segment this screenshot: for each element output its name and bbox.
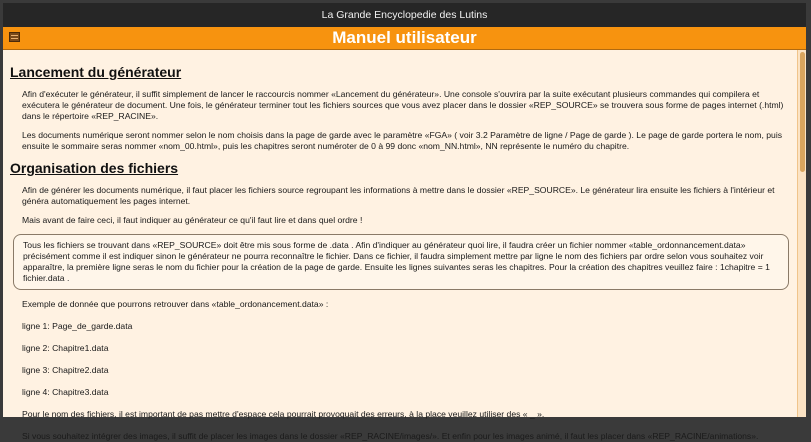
page-title: Manuel utilisateur	[332, 28, 477, 47]
example-line: ligne 3: Chapitre2.data	[22, 365, 109, 375]
app-window	[3, 3, 806, 441]
example-line: ligne 1: Page_de_garde.data	[22, 321, 133, 331]
example-line: ligne 4: Chapitre3.data	[22, 387, 109, 397]
menu-icon[interactable]	[9, 32, 20, 42]
info-box: Tous les fichiers se trouvant dans «REP_SOURCE» doit être mis sous forme de .data . Afin d'indiquer au générateur quoi lire, il faudra créer un fichier nommer «table_ordonnancement.data» précisément comme il est indiquer sinon le générateur ne pourra reconnaître le fichier. Dans ce fichier, il faudra simplement mettre par ligne le nom des fichiers par ordre selon vous souhaitez voir apparaître, la première ligne seras le nom du fichier pour la création de la page de garde. Ensuite les lignes suivantes seras les chapitres. Pour la création des chapitres veuillez faire : 1chapitre = 1 fichier.data .	[13, 234, 789, 290]
paragraph: Afin de générer les documents numérique, il faut placer les fichiers source regroupant les informations à mettre dans le dossier «REP_SOURCE». Le générateur lira ensuite les fichiers à l'intérieur et généra automatiquement les pages internet.	[22, 185, 775, 206]
paragraph: Les documents numérique seront nommer selon le nom choisis dans la page de garde avec le paramètre «FGA» ( voir 3.2 Paramètre de ligne / Page de garde ). Le page de garde portera le nom, puis ensuite le sommaire seras nommer «nom_00.html», puis les chapitres seront numéroter de 0 à 99 donc «nom_NN.html», NN représente le numéro du chapitre.	[22, 130, 783, 151]
example-line: ligne 2: Chapitre1.data	[22, 343, 109, 353]
paragraph: Si vous souhaitez intégrer des images, il suffit de placer les images dans le dossier «REP_RACINE/images/». Et enfin pour les images animé, il faut les placer dans «REP_RACINE/animations».	[22, 431, 759, 441]
main-content	[3, 50, 798, 441]
vertical-scrollbar[interactable]	[797, 50, 806, 417]
section-heading-organisation: Organisation des fichiers	[10, 160, 179, 176]
example-intro: Exemple de donnée que pourrons retrouver dans «table_ordonancement.data» :	[22, 299, 329, 309]
paragraph: Mais avant de faire ceci, il faut indiquer au générateur ce qu'il faut lire et dans quel ordre !	[22, 215, 363, 225]
page-header	[3, 27, 806, 50]
window-titlebar	[3, 3, 806, 27]
paragraph: Pour le nom des fichiers, il est important de pas mettre d'espace cela pourrait provoquait des erreurs, à la place veuillez utiliser des « _ ».	[22, 409, 545, 419]
scrollbar-thumb[interactable]	[800, 52, 805, 172]
paragraph: Afin d'exécuter le générateur, il suffit simplement de lancer le raccourcis nommer «Lancement du générateur». Une console s'ouvrira par la suite exécutant plusieurs commandes qui compilera et exécutera le générateur de document. Une fois, le générateur terminer tout les fichiers sources que vous avez placer dans le dossier «REP_SOURCE» se trouvera sous forme de pages internet (.html) dans le répertoire «REP_RACINE».	[22, 89, 784, 121]
example-block	[10, 299, 791, 442]
section-heading-lancement: Lancement du générateur	[10, 64, 182, 80]
window-title: La Grande Encyclopedie des Lutins	[321, 9, 488, 21]
